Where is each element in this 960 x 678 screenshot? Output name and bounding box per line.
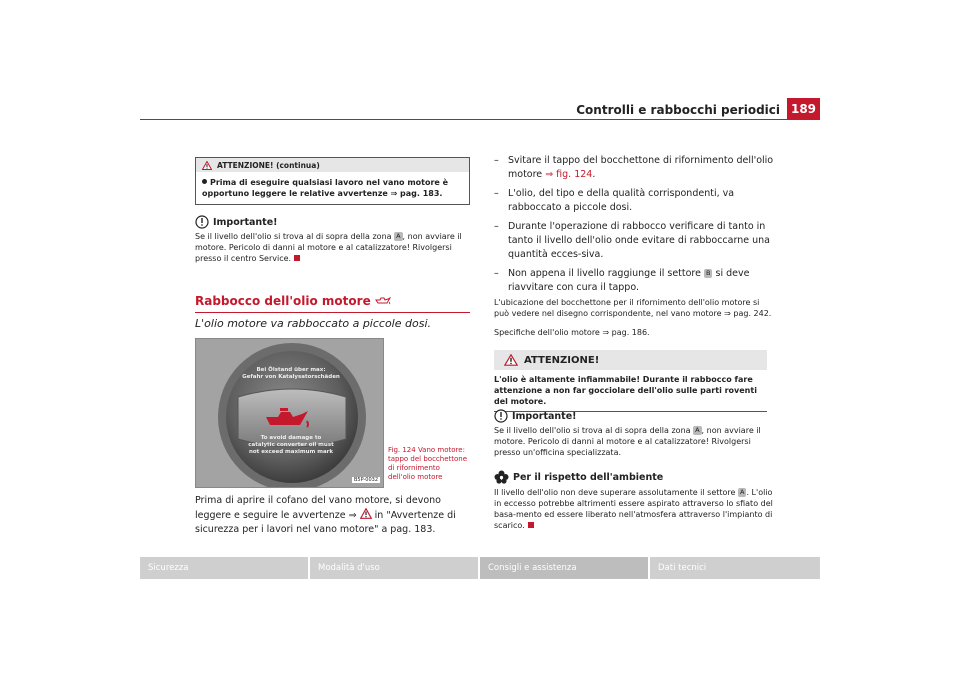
info-specifications: Specifiche dell'olio motore ⇒ pag. 186. bbox=[494, 328, 650, 337]
info-location: L'ubicazione del bocchettone per il rifornimento dell'olio motore si può vedere nel disegno corrispondente, nel vano motore ⇒ pag. 242. bbox=[494, 298, 772, 318]
footer-tab-dati-tecnici[interactable] bbox=[650, 557, 820, 579]
warning-continued-box bbox=[195, 157, 470, 205]
warning-title: ATTENZIONE! bbox=[524, 354, 600, 366]
header-rule bbox=[140, 119, 820, 120]
warning-box-header bbox=[196, 158, 469, 172]
figure-reference-link[interactable]: ⇒ fig. 124 bbox=[545, 169, 593, 180]
footer-tab-label: Sicurezza bbox=[148, 563, 189, 573]
warning-box bbox=[494, 350, 767, 412]
important-text-start: Se il livello dell'olio si trova al di sopra della zona bbox=[195, 232, 392, 241]
steps-list bbox=[494, 154, 774, 300]
intro-text-end: in "Avvertenze di sicurezza per i lavori nel vano motore" a pag. 183. bbox=[195, 510, 456, 535]
exclamation-circle-icon bbox=[494, 409, 508, 423]
flower-environment-icon bbox=[494, 470, 509, 484]
environment-text-start: Il livello dell'olio non deve superare assolutamente il settore bbox=[494, 488, 736, 497]
environment-title-row bbox=[494, 470, 774, 484]
running-header-title: Controlli e rabbocchi periodici bbox=[576, 103, 780, 117]
figure-caption: Fig. 124 Vano motore: tappo del bocchettone di rifornimento dell'olio motore bbox=[388, 446, 468, 481]
warning-text: L'olio è altamente infiammabile! Durante il rabbocco fare attenzione a non far gocciolare dell'olio sulle parti roventi del motore. bbox=[494, 375, 757, 406]
section-title-row bbox=[195, 294, 470, 308]
warning-triangle-icon bbox=[360, 508, 372, 519]
important-note-left bbox=[195, 215, 470, 264]
bullet-icon bbox=[202, 179, 207, 184]
important-text-end: , non avviare il motore. Pericolo di danni al motore e al catalizzatore! Rivolgersi presso il centro Service. bbox=[195, 232, 462, 263]
zone-badge-a: A bbox=[695, 426, 700, 434]
important-note-right bbox=[494, 409, 774, 458]
footer-tab-consigli-assistenza[interactable] bbox=[480, 557, 648, 579]
section-rule bbox=[195, 312, 470, 313]
warning-box-title: ATTENZIONE! (continua) bbox=[217, 160, 320, 170]
important-text-end: , non avviare il motore. Pericolo di danni al motore e al catalizzatore! Rivolgersi presso un'officina specializzata. bbox=[494, 426, 761, 457]
zone-badge-a: A bbox=[396, 232, 401, 240]
step-4-text-start: Non appena il livello raggiunge il settore bbox=[508, 268, 701, 279]
exclamation-circle-icon bbox=[195, 215, 209, 229]
intro-text-start: Prima di aprire il cofano del vano motore, si devono leggere e seguire le avvertenze ⇒ bbox=[195, 495, 441, 521]
environment-text bbox=[494, 487, 774, 531]
step-1-text: Svitare il tappo del bocchettone di rifornimento dell'olio motore bbox=[508, 155, 774, 180]
footer-tab-modalita-uso[interactable] bbox=[310, 557, 478, 579]
oil-cap-figure bbox=[195, 338, 384, 488]
footer-tab-sicurezza[interactable] bbox=[140, 557, 308, 579]
section-title: Rabbocco dell'olio motore bbox=[195, 294, 371, 308]
cap-text-top-line2: Gefahr von Katalysatorschäden bbox=[242, 374, 340, 380]
important-text bbox=[195, 231, 470, 264]
cap-text-bottom-line3: not exceed maximum mark bbox=[248, 449, 334, 455]
oil-filler-cap-illustration bbox=[196, 339, 383, 487]
step-item bbox=[494, 187, 774, 215]
warning-header bbox=[494, 350, 767, 370]
page-number: 189 bbox=[787, 98, 820, 119]
important-text bbox=[494, 425, 774, 458]
cap-text-top bbox=[236, 367, 346, 381]
environment-text-end: . L'olio in eccesso potrebbe altrimenti essere aspirato attraverso lo sfiato del basa-mento ed essere liberato nell'atmosfera attraverso l'impianto di scarico. bbox=[494, 488, 773, 530]
step-2-text: L'olio, del tipo e della qualità corrispondenti, va rabboccato a piccole dosi. bbox=[508, 188, 735, 213]
step-3-text: Durante l'operazione di rabbocco verificare di tanto in tanto il livello dell'olio onde evitare di rabboccarne una quantità ecces-siva. bbox=[508, 221, 770, 260]
intro-paragraph bbox=[195, 494, 475, 537]
step-1-tail: . bbox=[592, 169, 596, 180]
important-title: Importante! bbox=[512, 410, 577, 422]
section-subtitle: L'olio motore va rabboccato a piccole dosi. bbox=[195, 317, 431, 330]
footer-tab-label: Consigli e assistenza bbox=[488, 563, 577, 573]
warning-triangle-icon bbox=[202, 161, 212, 170]
environment-title: Per il rispetto dell'ambiente bbox=[513, 471, 664, 483]
footer-tab-label: Modalità d'uso bbox=[318, 563, 380, 573]
step-4-text-end: si deve riavvitare con cura il tappo. bbox=[508, 268, 750, 293]
important-title: Importante! bbox=[213, 216, 278, 228]
important-text-start: Se il livello dell'olio si trova al di sopra della zona bbox=[494, 426, 691, 435]
cap-text-bottom-line1: To avoid damage to bbox=[260, 435, 322, 441]
footer-tab-label: Dati tecnici bbox=[658, 563, 707, 573]
end-marker-icon bbox=[294, 255, 300, 261]
step-item bbox=[494, 220, 774, 262]
warning-box-text: Prima di eseguire qualsiasi lavoro nel vano motore è opportuno leggere le relative avvertenze ⇒ pag. 183. bbox=[202, 178, 449, 198]
oil-can-icon bbox=[375, 296, 391, 306]
step-item bbox=[494, 267, 774, 295]
cap-text-bottom bbox=[241, 435, 341, 456]
zone-badge-a: A bbox=[740, 488, 745, 496]
warning-triangle-icon bbox=[504, 354, 518, 366]
cap-text-top-line1: Bei Ölstand über max: bbox=[256, 367, 326, 373]
warning-box-body bbox=[196, 172, 469, 204]
cap-text-bottom-line2: catalytic converter oil must bbox=[248, 442, 334, 448]
important-note-title-row bbox=[494, 409, 774, 423]
step-item bbox=[494, 154, 774, 182]
section-heading bbox=[195, 294, 470, 313]
important-note-title-row bbox=[195, 215, 470, 229]
environment-note bbox=[494, 470, 774, 531]
zone-badge-b: B bbox=[706, 269, 711, 277]
figure-code: B5P-0032 bbox=[353, 477, 378, 483]
end-marker-icon bbox=[528, 522, 534, 528]
